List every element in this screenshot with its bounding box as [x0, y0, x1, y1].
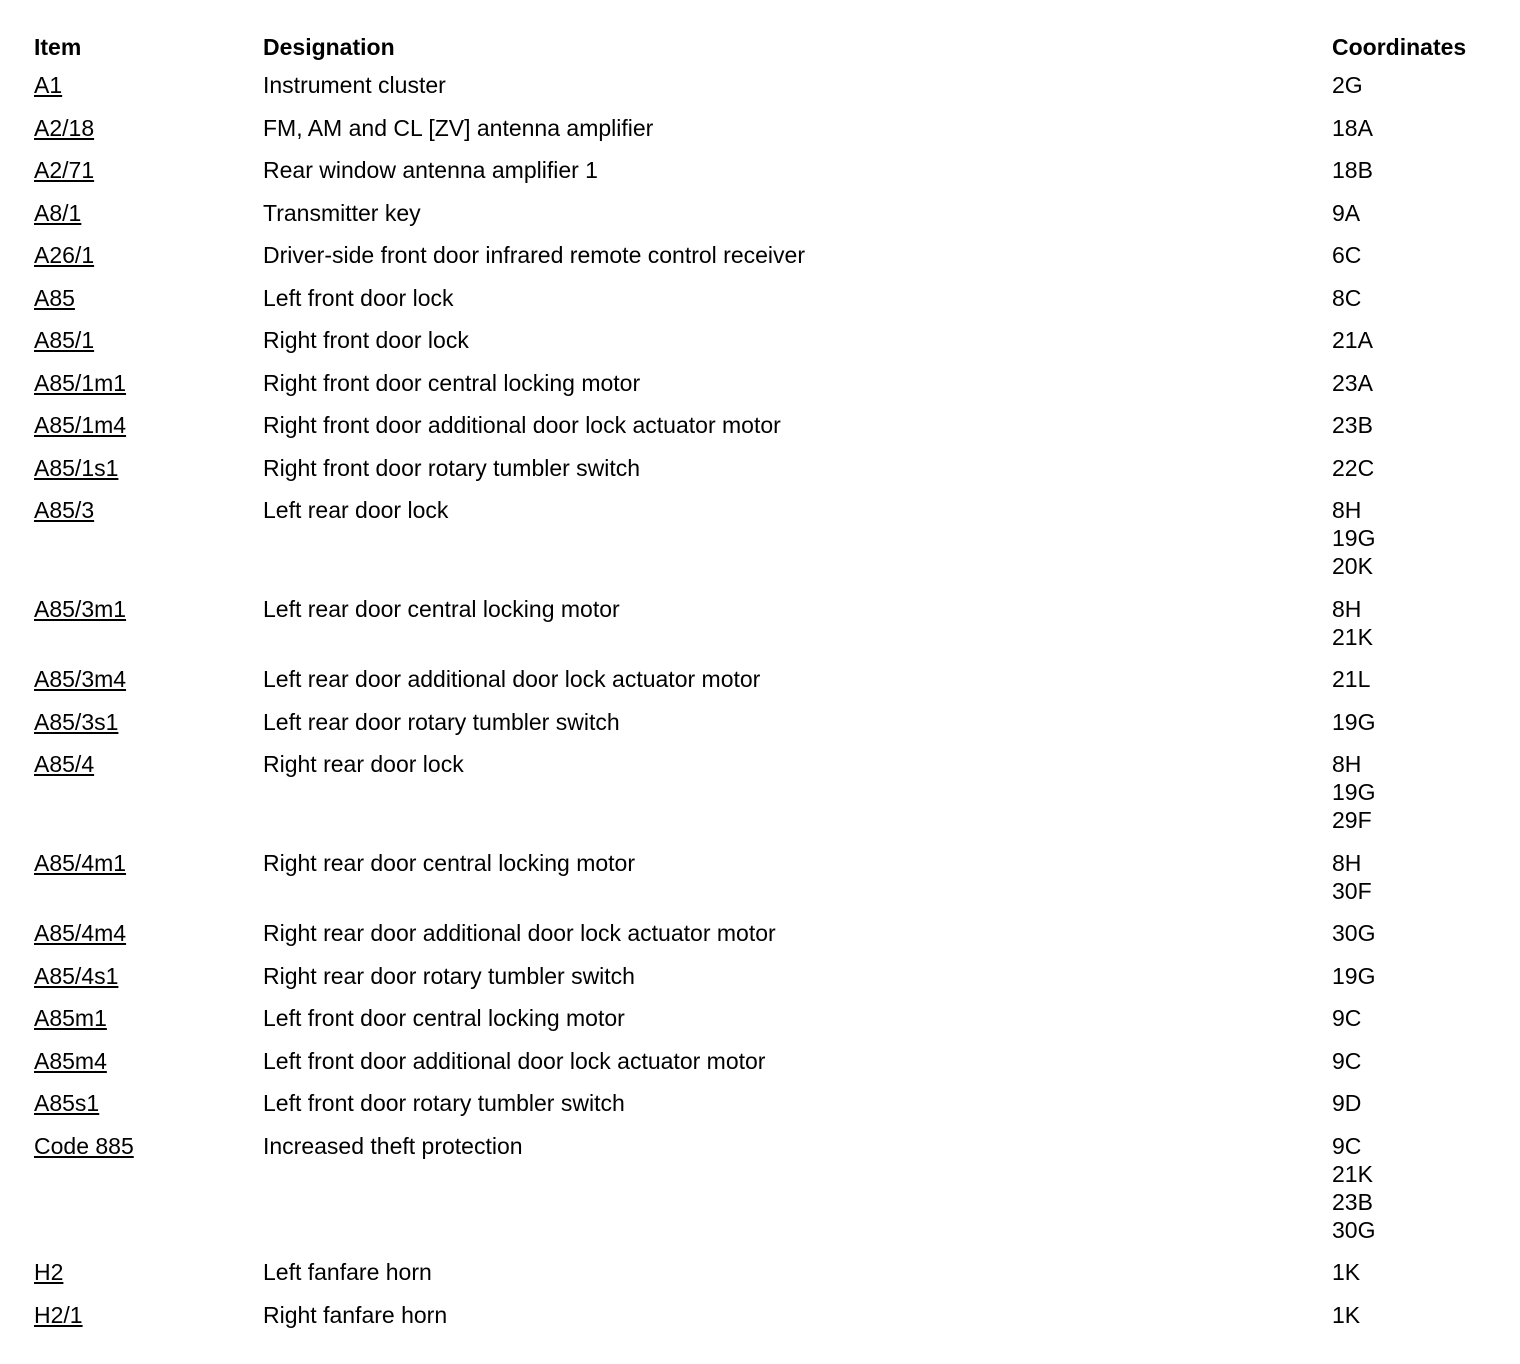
table-row [34, 114, 1504, 157]
table-row [34, 454, 1504, 497]
designation-cell: Left front door rotary tumbler switch [263, 1090, 625, 1116]
coordinates-cell [1332, 496, 1504, 595]
coordinates-cell [1332, 454, 1504, 497]
coordinate-value: 19G [1332, 525, 1376, 551]
table-row [34, 708, 1504, 751]
table-row [34, 1301, 1504, 1344]
coordinate-value: 30F [1332, 877, 1372, 904]
coordinate-value: 6C [1332, 242, 1362, 268]
designation-cell: Right rear door lock [263, 751, 464, 777]
designation-cell: Right rear door central locking motor [263, 849, 635, 876]
designation-cell: Instrument cluster [263, 72, 446, 98]
coordinate-value: 8C [1332, 284, 1362, 311]
coordinates-cell [1332, 369, 1504, 412]
item-link[interactable]: A85/3s1 [34, 708, 119, 735]
coordinates-cell [1332, 1089, 1504, 1132]
item-cell [34, 595, 263, 666]
coordinate-value: 9D [1332, 1090, 1362, 1116]
table-body [34, 71, 1504, 1343]
coordinates-cell [1332, 750, 1504, 849]
coordinate-value: 30G [1332, 1216, 1376, 1243]
designation-cell: Rear window antenna amplifier 1 [263, 157, 598, 183]
table-row [34, 1132, 1504, 1259]
designation-cell: Driver-side front door infrared remote control receiver [263, 242, 805, 268]
coordinate-value: 1K [1332, 1301, 1361, 1328]
item-link[interactable]: A85/3 [34, 497, 95, 523]
item-cell [34, 1089, 263, 1132]
designation-cell: Transmitter key [263, 199, 421, 226]
item-link[interactable]: A85m1 [34, 1005, 107, 1031]
item-cell [34, 454, 263, 497]
designation-cell: Right fanfare horn [263, 1301, 448, 1328]
coordinate-value: 18A [1332, 114, 1373, 141]
header-row [34, 29, 1504, 71]
item-link[interactable]: A8/1 [34, 199, 82, 226]
item-cell [34, 156, 263, 199]
coordinates-cell [1332, 919, 1504, 962]
item-link[interactable]: A1 [34, 72, 63, 98]
item-link[interactable]: A26/1 [34, 242, 95, 268]
item-cell [34, 284, 263, 327]
table-row [34, 1258, 1504, 1301]
designation-cell: Right front door rotary tumbler switch [263, 454, 641, 481]
item-link[interactable]: H2 [34, 1259, 64, 1285]
item-cell [34, 411, 263, 454]
designation-cell: Left front door additional door lock actuator motor [263, 1047, 766, 1074]
coordinates-cell [1332, 199, 1504, 242]
table-row [34, 962, 1504, 1005]
header-item: Item [34, 34, 82, 60]
coordinates-cell [1332, 326, 1504, 369]
coordinate-value: 19G [1332, 962, 1376, 989]
item-cell [34, 1047, 263, 1090]
item-cell [34, 114, 263, 157]
designation-cell: Left rear door rotary tumbler switch [263, 708, 620, 735]
designation-cell: Right rear door additional door lock actuator motor [263, 920, 776, 946]
coordinate-value: 23B [1332, 412, 1373, 438]
item-link[interactable]: A85s1 [34, 1090, 100, 1116]
item-link[interactable]: A85/4m1 [34, 849, 127, 876]
item-cell [34, 199, 263, 242]
designation-cell: Left front door lock [263, 284, 454, 311]
coordinate-value: 8H [1332, 595, 1362, 622]
designation-cell: Left rear door central locking motor [263, 595, 620, 622]
table-row [34, 1089, 1504, 1132]
coordinate-value: 20K [1332, 553, 1373, 579]
coordinates-cell [1332, 241, 1504, 284]
coordinate-value: 9C [1332, 1047, 1362, 1074]
coordinates-cell [1332, 665, 1504, 708]
item-cell [34, 1004, 263, 1047]
table-row [34, 199, 1504, 242]
table-row [34, 919, 1504, 962]
table-row [34, 71, 1504, 114]
item-link[interactable]: Code 885 [34, 1132, 134, 1159]
coordinates-cell [1332, 71, 1504, 114]
coordinate-value: 2G [1332, 72, 1363, 98]
designation-cell: Right front door central locking motor [263, 369, 641, 396]
item-cell [34, 919, 263, 962]
coordinate-value: 21K [1332, 623, 1373, 650]
item-link[interactable]: A85/4m4 [34, 920, 127, 946]
coordinate-value: 8H [1332, 849, 1362, 876]
coordinates-cell [1332, 1258, 1504, 1301]
item-cell [34, 326, 263, 369]
coordinates-cell [1332, 595, 1504, 666]
coordinates-cell [1332, 962, 1504, 1005]
item-link[interactable]: A85/1 [34, 327, 95, 353]
designation-cell: Right front door lock [263, 327, 469, 353]
coordinate-value: 21L [1332, 666, 1371, 692]
item-link[interactable]: A2/71 [34, 157, 95, 183]
coordinate-value: 21K [1332, 1160, 1373, 1187]
coordinate-value: 22C [1332, 454, 1375, 481]
item-cell [34, 369, 263, 412]
item-cell [34, 708, 263, 751]
coordinate-value: 30G [1332, 920, 1376, 946]
coordinate-value: 9C [1332, 1005, 1362, 1031]
coordinates-cell [1332, 1132, 1504, 1259]
coordinates-cell [1332, 1047, 1504, 1090]
item-cell [34, 241, 263, 284]
designation-cell: Right rear door rotary tumbler switch [263, 962, 635, 989]
designation-cell: Left rear door additional door lock actuator motor [263, 666, 761, 692]
designation-cell: Increased theft protection [263, 1132, 523, 1159]
coordinates-cell [1332, 1004, 1504, 1047]
coordinate-value: 8H [1332, 497, 1362, 523]
coordinate-value: 29F [1332, 807, 1372, 833]
table-row [34, 156, 1504, 199]
item-link[interactable]: A85/1m4 [34, 412, 127, 438]
coordinates-cell [1332, 156, 1504, 199]
item-link[interactable]: A85/3m4 [34, 666, 127, 692]
table-row [34, 750, 1504, 849]
coordinates-cell [1332, 849, 1504, 920]
coordinate-value: 9A [1332, 199, 1361, 226]
item-cell [34, 71, 263, 114]
item-cell [34, 1301, 263, 1344]
table-row [34, 326, 1504, 369]
coordinates-cell [1332, 284, 1504, 327]
item-link[interactable]: A85/1m1 [34, 369, 127, 396]
designation-cell: Left rear door lock [263, 497, 449, 523]
table-row [34, 496, 1504, 595]
item-cell [34, 750, 263, 849]
table-row [34, 849, 1504, 920]
item-cell [34, 1132, 263, 1259]
table-row [34, 665, 1504, 708]
coordinates-cell [1332, 411, 1504, 454]
designation-cell: Left front door central locking motor [263, 1005, 625, 1031]
item-link[interactable]: H2/1 [34, 1301, 83, 1328]
table-row [34, 411, 1504, 454]
header-designation: Designation [263, 34, 395, 60]
component-legend-table [34, 29, 1504, 1343]
table-row [34, 241, 1504, 284]
designation-cell: FM, AM and CL [ZV] antenna amplifier [263, 114, 654, 141]
item-link[interactable]: A85/1s1 [34, 454, 119, 481]
coordinates-cell [1332, 708, 1504, 751]
item-link[interactable]: A85 [34, 284, 75, 311]
item-cell [34, 849, 263, 920]
table-row [34, 595, 1504, 666]
table-row [34, 1047, 1504, 1090]
coordinate-value: 9C [1332, 1132, 1362, 1159]
coordinates-cell [1332, 1301, 1504, 1344]
coordinate-value: 21A [1332, 327, 1373, 353]
item-link[interactable]: A85/4s1 [34, 962, 119, 989]
item-link[interactable]: A85/3m1 [34, 595, 127, 622]
table-row [34, 1004, 1504, 1047]
designation-cell: Left fanfare horn [263, 1259, 432, 1285]
item-cell [34, 962, 263, 1005]
coordinate-value: 18B [1332, 157, 1373, 183]
coordinates-cell [1332, 114, 1504, 157]
coordinate-value: 23B [1332, 1188, 1373, 1215]
item-cell [34, 665, 263, 708]
item-cell [34, 1258, 263, 1301]
coordinate-value: 1K [1332, 1259, 1361, 1285]
coordinate-value: 8H [1332, 751, 1362, 777]
designation-cell: Right front door additional door lock actuator motor [263, 412, 781, 438]
coordinate-value: 19G [1332, 779, 1376, 805]
item-cell [34, 496, 263, 595]
table-row [34, 284, 1504, 327]
item-link[interactable]: A85m4 [34, 1047, 107, 1074]
table-header [34, 29, 1504, 71]
item-link[interactable]: A85/4 [34, 751, 95, 777]
item-link[interactable]: A2/18 [34, 114, 95, 141]
coordinate-value: 23A [1332, 369, 1373, 396]
coordinate-value: 19G [1332, 708, 1376, 735]
table-row [34, 369, 1504, 412]
header-coordinates: Coordinates [1332, 34, 1467, 60]
